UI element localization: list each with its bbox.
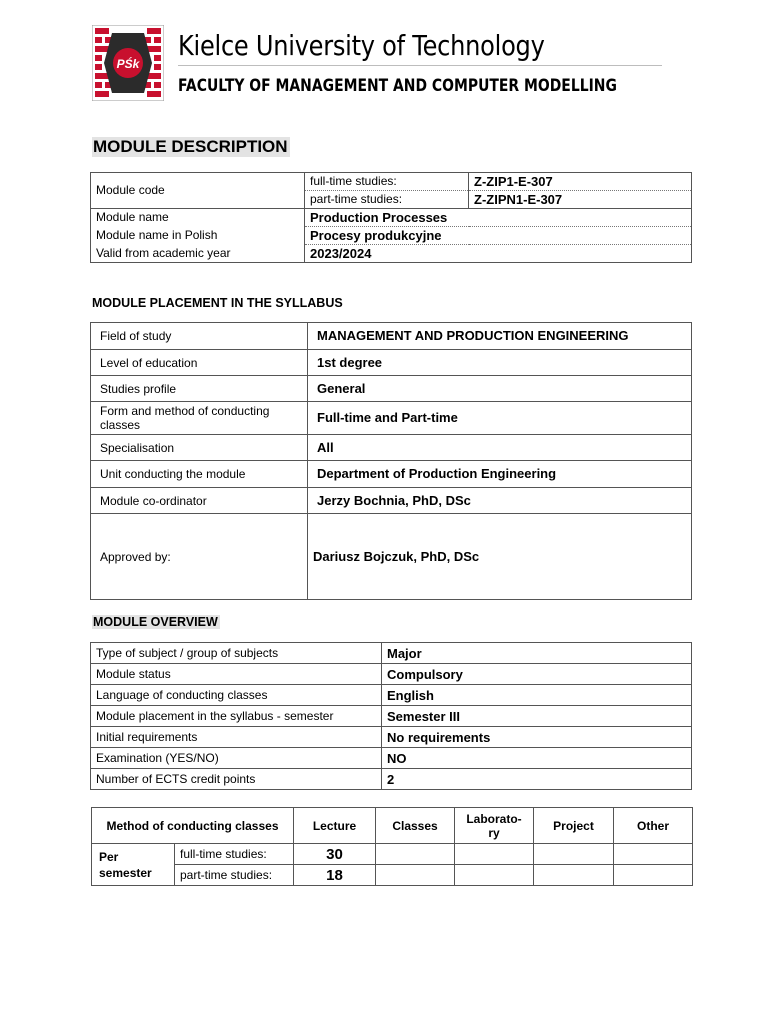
- column-header-lecture: Lecture: [294, 808, 376, 844]
- placement-value: Dariusz Bojczuk, PhD, DSc: [308, 514, 692, 600]
- overview-title: MODULE OVERVIEW: [93, 615, 218, 629]
- header-divider: [178, 65, 662, 66]
- full-time-laboratory-hours: [455, 844, 534, 865]
- placement-value: MANAGEMENT AND PRODUCTION ENGINEERING: [308, 323, 692, 350]
- logo-text: PŚk: [116, 57, 140, 71]
- part-time-other-hours: [614, 865, 693, 886]
- placement-title: MODULE PLACEMENT IN THE SYLLABUS: [92, 296, 343, 310]
- overview-value: NO: [382, 748, 692, 769]
- overview-value: Semester III: [382, 706, 692, 727]
- overview-table: [90, 642, 692, 790]
- full-time-other-hours: [614, 844, 693, 865]
- overview-label: Module status: [91, 664, 382, 685]
- per-semester-label: Per semester: [92, 844, 175, 886]
- method-header: Method of conducting classes: [92, 808, 294, 844]
- column-header-other: Other: [614, 808, 693, 844]
- overview-value: Major: [382, 643, 692, 664]
- part-time-laboratory-hours: [455, 865, 534, 886]
- valid-year-label: Valid from academic year: [91, 245, 305, 263]
- part-time-label: part-time studies:: [305, 191, 469, 209]
- module-name-value: Production Processes: [305, 209, 692, 227]
- overview-label: Initial requirements: [91, 727, 382, 748]
- part-time-classes-hours: [376, 865, 455, 886]
- full-time-label: full-time studies:: [305, 173, 469, 191]
- module-description-title: MODULE DESCRIPTION: [93, 137, 288, 156]
- module-code-label: Module code: [91, 173, 305, 209]
- university-logo: [92, 25, 164, 101]
- placement-value: General: [308, 376, 692, 402]
- overview-label: Language of conducting classes: [91, 685, 382, 706]
- overview-value: English: [382, 685, 692, 706]
- placement-value: Jerzy Bochnia, PhD, DSc: [308, 488, 692, 514]
- module-description-table: [90, 172, 692, 263]
- overview-label: Examination (YES/NO): [91, 748, 382, 769]
- placement-value: Department of Production Engineering: [308, 461, 692, 488]
- placement-label: Level of education: [91, 350, 308, 376]
- full-time-project-hours: [534, 844, 614, 865]
- overview-label: Module placement in the syllabus - semester: [91, 706, 382, 727]
- module-name-pl-label: Module name in Polish: [91, 227, 305, 245]
- overview-label: Type of subject / group of subjects: [91, 643, 382, 664]
- classes-table: [91, 807, 693, 886]
- placement-table: [90, 322, 692, 600]
- module-name-pl-value: Procesy produkcyjne: [305, 227, 692, 245]
- placement-label: Form and method of conducting classes: [91, 402, 308, 435]
- module-name-label: Module name: [91, 209, 305, 227]
- placement-label: Specialisation: [91, 435, 308, 461]
- overview-label: Number of ECTS credit points: [91, 769, 382, 790]
- overview-value: No requirements: [382, 727, 692, 748]
- placement-value: Full-time and Part-time: [308, 402, 692, 435]
- placement-label: Module co-ordinator: [91, 488, 308, 514]
- overview-value: 2: [382, 769, 692, 790]
- part-time-code: Z-ZIPN1-E-307: [469, 191, 692, 209]
- column-header-laboratory: Laborato- ry: [455, 808, 534, 844]
- part-time-project-hours: [534, 865, 614, 886]
- full-time-row-label: full-time studies:: [175, 844, 294, 865]
- part-time-lecture-hours: 18: [294, 865, 376, 886]
- column-header-classes: Classes: [376, 808, 455, 844]
- placement-label: Studies profile: [91, 376, 308, 402]
- column-header-project: Project: [534, 808, 614, 844]
- placement-label: Approved by:: [91, 514, 308, 600]
- valid-year-value: 2023/2024: [310, 246, 372, 261]
- full-time-lecture-hours: 30: [294, 844, 376, 865]
- placement-label: Field of study: [91, 323, 308, 350]
- full-time-code: Z-ZIP1-E-307: [469, 173, 692, 191]
- faculty-name: FACULTY OF MANAGEMENT AND COMPUTER MODELLING: [178, 76, 617, 96]
- university-name: Kielce University of Technology: [178, 29, 545, 62]
- overview-value: Compulsory: [382, 664, 692, 685]
- full-time-classes-hours: [376, 844, 455, 865]
- placement-value: All: [308, 435, 692, 461]
- placement-label: Unit conducting the module: [91, 461, 308, 488]
- placement-value: 1st degree: [308, 350, 692, 376]
- part-time-row-label: part-time studies:: [175, 865, 294, 886]
